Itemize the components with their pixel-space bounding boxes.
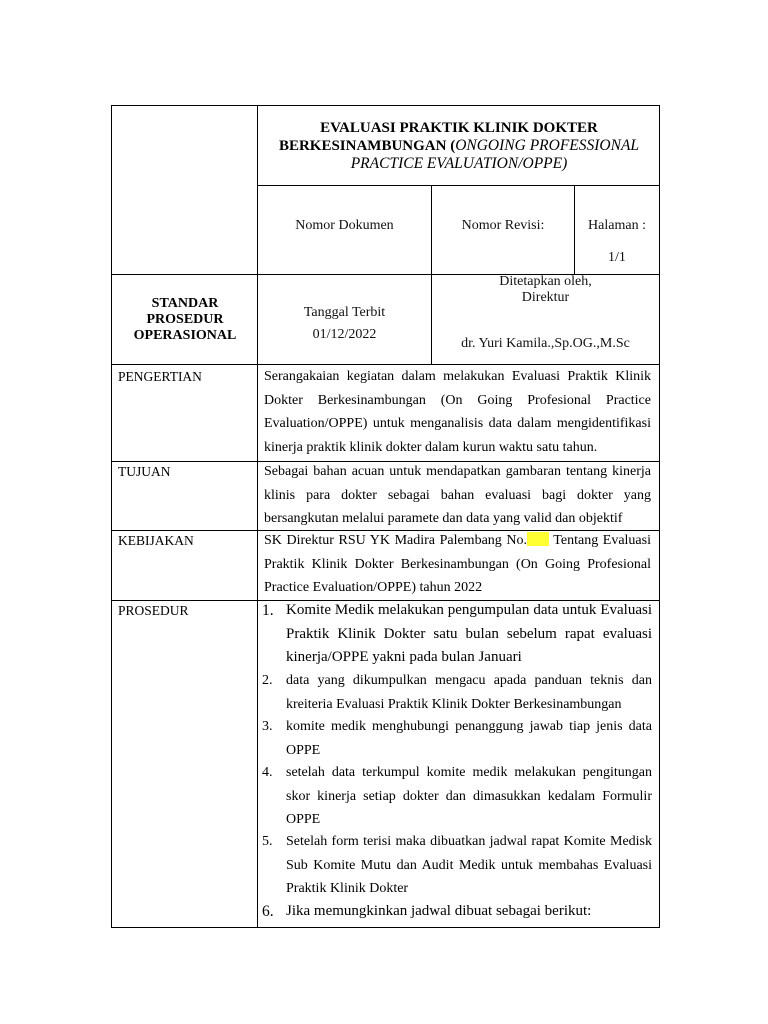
prosedur-item-text: komite medik menghubungi penanggung jawab tiap jenis data OPPE	[286, 719, 652, 758]
prosedur-item-num: 2.	[262, 673, 273, 688]
tujuan-label: TUJUAN	[118, 464, 171, 479]
pengertian-label: PENGERTIAN	[118, 369, 202, 384]
document-title	[262, 120, 656, 173]
direktur-name: dr. Yuri Kamila.,Sp.OG.,M.Sc	[461, 336, 630, 351]
tanggal-terbit-label: Tanggal Terbit	[303, 305, 386, 320]
direktur-label: Direktur	[521, 290, 570, 305]
kebijakan-text-after: Tentang Evaluasi Praktik Klinik Dokter Berkesinambungan (On Going Profesional Practice Evaluation/OPPE) tahun 2022	[264, 533, 651, 595]
title-italic: ONGOING PROFESSIONAL PRACTICE EVALUATION/OPPE)	[350, 137, 640, 172]
prosedur-item-num: 4.	[262, 765, 273, 780]
halaman-label: Halaman :	[588, 218, 646, 233]
ditetapkan-label: Ditetapkan oleh,	[499, 274, 592, 289]
prosedur-item-num: 1.	[262, 602, 274, 619]
kebijakan-text	[264, 529, 651, 600]
tanggal-terbit-value: 01/12/2022	[312, 327, 377, 342]
title-bold: EVALUASI PRAKTIK KLINIK DOKTER BERKESINAMBUNGAN (	[278, 120, 598, 154]
nomor-dokumen-label: Nomor Dokumen	[295, 218, 394, 233]
nomor-revisi-label: Nomor Revisi:	[461, 218, 545, 233]
prosedur-item-text: Setelah form terisi maka dibuatkan jadwal rapat Komite Medisk Sub Komite Mutu dan Audit Medik untuk membahas Evaluasi Praktik Klinik Dokter	[286, 834, 652, 896]
sop-label: STANDAR PROSEDUR OPERASIONAL	[133, 296, 237, 343]
prosedur-item-text: setelah data terkumpul komite medik melakukan pengitungan skor kinerja setiap dokter dan dimasukkan kedalam Formulir OPPE	[286, 765, 652, 827]
prosedur-item-num: 6.	[262, 903, 274, 920]
prosedur-item-text: Komite Medik melakukan pengumpulan data untuk Evaluasi Praktik Klinik Dokter satu bulan sebelum rapat evaluasi kinerja/OPPE yakni pada bulan Januari	[286, 602, 652, 665]
halaman-value: 1/1	[608, 250, 626, 265]
prosedur-item-num: 5.	[262, 834, 273, 849]
kebijakan-label: KEBIJAKAN	[118, 533, 194, 548]
tujuan-text: Sebagai bahan acuan untuk mendapatkan gambaran tentang kinerja klinis para dokter sebagai bahan evaluasi bagi dokter yang bersangkutan melalui paramete dan data yang valid dan objektif	[264, 464, 651, 526]
kebijakan-text-before: SK Direktur RSU YK Madira Palembang No.	[264, 533, 527, 548]
prosedur-item-text: data yang dikumpulkan mengacu apada panduan teknis dan kreiteria Evaluasi Praktik Klinik Dokter Berkesinambungan	[286, 673, 652, 712]
pengertian-text: Serangakaian kegiatan dalam melakukan Evaluasi Praktik Klinik Dokter Berkesinambungan (On Going Profesional Practice Evaluation/OPPE) untuk menganalisis data dalam mengidentifikasi kinerja praktik klinik dokter dalam kurun waktu satu tahun.	[264, 369, 651, 455]
logo-area	[112, 106, 257, 274]
sk-number-highlight	[527, 532, 549, 546]
prosedur-item-num: 3.	[262, 719, 273, 734]
prosedur-item-text: Jika memungkinkan jadwal dibuat sebagai berikut:	[286, 903, 592, 919]
prosedur-label: PROSEDUR	[118, 603, 189, 618]
